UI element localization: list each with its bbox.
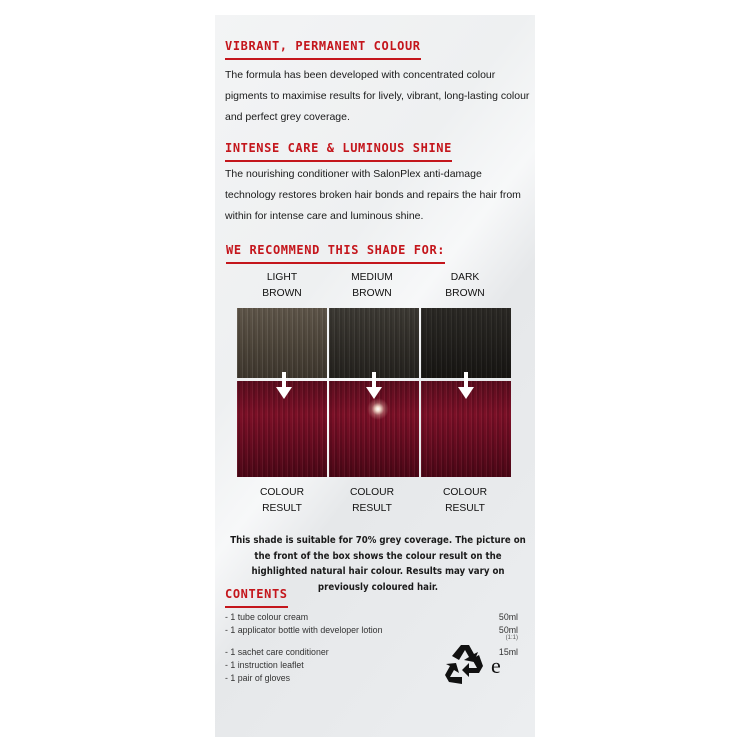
swatch-dark-brown <box>421 308 511 378</box>
care-body: The nourishing conditioner with SalonPlex anti-damage technology restores broken hair bonds and repairs the hair from within for intense care and luminous shine. <box>225 168 521 222</box>
swatch-medium-brown <box>329 308 419 378</box>
result-label-light: COLOUR RESULT <box>259 487 305 514</box>
recommend-heading: WE RECOMMEND THIS SHADE FOR: <box>226 243 445 264</box>
contents-heading: CONTENTS <box>225 587 288 608</box>
list-item <box>225 612 518 622</box>
shade-label-medium-brown: MEDIUM BROWN <box>351 272 393 299</box>
item-name: - 1 sachet care conditioner <box>225 647 329 657</box>
item-quantity: 50ml <box>498 612 518 622</box>
shade-label-dark-brown: DARK BROWN <box>445 272 485 299</box>
estimated-sign-icon: e <box>491 653 501 678</box>
item-name: - 1 tube colour cream <box>225 612 309 622</box>
list-item <box>225 625 518 641</box>
arrow-down-icon <box>458 372 474 400</box>
product-info-panel <box>215 15 535 737</box>
item-ratio: (1:1) <box>505 635 518 641</box>
item-name: - 1 applicator bottle with developer lotion <box>225 625 383 635</box>
item-quantity: 15ml <box>498 647 518 657</box>
vibrant-body: The formula has been developed with concentrated colour pigments to maximise results for lively, vibrant, long-lasting colour and perfect grey coverage. <box>225 69 530 123</box>
vibrant-heading: VIBRANT, PERMANENT COLOUR <box>225 39 421 60</box>
grey-coverage-note: This shade is suitable for 70% grey coverage. The picture on the front of the box shows the colour result on the highlighted natural hair colour. Results may vary on previously coloured hair. <box>230 535 526 593</box>
swatch-light-brown <box>237 308 327 378</box>
shade-label-light-brown: LIGHT BROWN <box>262 272 302 299</box>
recycle-icon <box>443 642 487 686</box>
arrow-down-icon <box>366 372 382 400</box>
care-heading: INTENSE CARE & LUMINOUS SHINE <box>225 141 452 162</box>
shine-sparkle-icon <box>367 398 389 420</box>
result-label-dark: COLOUR RESULT <box>442 487 488 514</box>
item-name: - 1 pair of gloves <box>225 673 291 683</box>
arrow-down-icon <box>276 372 292 400</box>
item-name: - 1 instruction leaflet <box>225 660 304 670</box>
result-label-medium: COLOUR RESULT <box>349 487 395 514</box>
item-quantity: 50ml <box>498 625 518 635</box>
